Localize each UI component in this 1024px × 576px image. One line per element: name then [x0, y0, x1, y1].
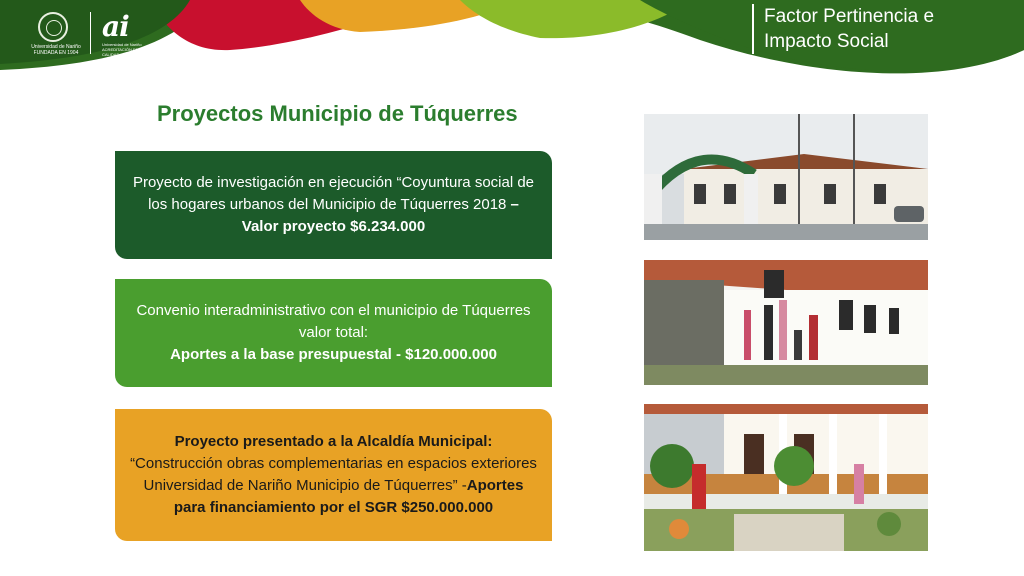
project-card-proposal [115, 409, 552, 541]
card-value: Aportes para financiamiento por el SGR $250.000.000 [173, 477, 524, 516]
factor-name-line1: Pertinencia e [823, 6, 935, 27]
accreditation-caption: Universidad de Nariño ACREDITACIÓN EN ALTA CALIDAD RESOLUCIÓN No 3502 - MAYO 2018 2017 [102, 42, 160, 67]
card-body: Proyecto de investigación en ejecución “Coyuntura social de los hogares urbanos del Municipio de Túquerres 2018 [132, 174, 535, 213]
campus-entrance-photo [644, 114, 928, 240]
card-body: Convenio interadministrativo con el municipio de Túquerres valor total: [136, 302, 531, 341]
logo-divider [90, 12, 91, 54]
card-body: “Construcción obras complementarias en espacios exteriores Universidad de Nariño Municipio de Túquerres” - [130, 455, 537, 494]
card-value: – Valor proyecto $6.234.000 [241, 196, 519, 235]
accreditation-logo: ai [102, 10, 129, 43]
page-title: Proyectos Municipio de Túquerres [157, 101, 518, 126]
university-seal-icon [38, 12, 68, 42]
factor-title [752, 4, 934, 54]
card-heading: Proyecto presentado a la Alcaldía Municipal: [174, 433, 493, 450]
university-logo[interactable] [28, 10, 160, 67]
students-building-photo [644, 260, 928, 385]
card-text [129, 453, 538, 519]
factor-name-line2: Impacto Social [764, 31, 889, 52]
card-value: Aportes a la base presupuestal - $120.000.000 [170, 346, 497, 363]
courtyard-garden-photo [644, 404, 928, 551]
card-text [129, 172, 538, 238]
project-card-agreement [115, 279, 552, 387]
factor-prefix: Factor [764, 6, 818, 27]
university-caption: Universidad de Nariño FUNDADA EN 1904 [31, 44, 81, 56]
project-card-research [115, 151, 552, 259]
